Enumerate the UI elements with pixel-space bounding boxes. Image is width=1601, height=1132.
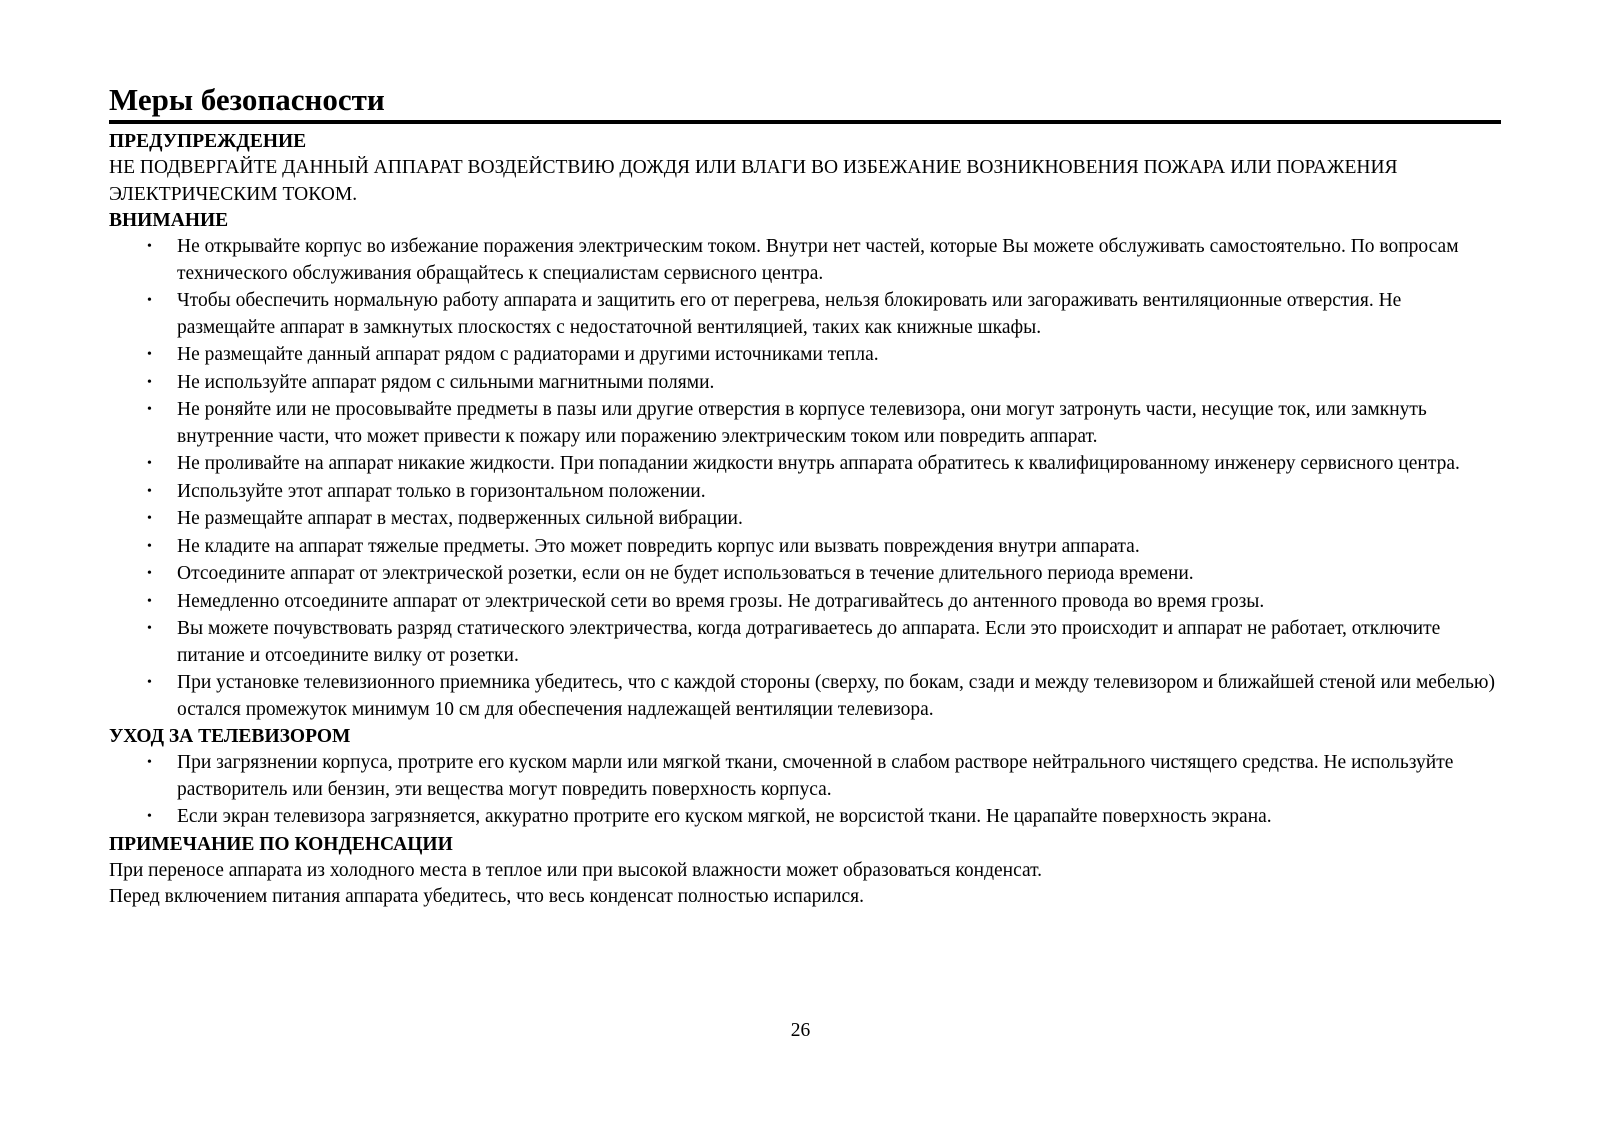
document-page (109, 82, 1501, 911)
bullet-icon: • (147, 593, 152, 609)
list-item (109, 670, 1501, 723)
care-list (109, 750, 1501, 831)
list-item-text: Не размещайте данный аппарат рядом с радиаторами и другими источниками тепла. (177, 344, 879, 365)
page-number: 26 (790, 1020, 811, 1041)
list-item (109, 479, 1501, 506)
list-item (109, 561, 1501, 588)
bullet-icon: • (147, 675, 152, 690)
bullet-icon: • (147, 538, 152, 554)
bullet-icon: • (147, 293, 152, 308)
list-item-text: Вы можете почувствовать разряд статического электричества, когда дотрагиваетесь до аппарата. Если это происходит и аппарат не работает, отключите питание и отсоедините вилку от розетки. (177, 618, 1441, 666)
list-item (109, 370, 1501, 397)
attention-list (109, 234, 1501, 723)
bullet-icon: • (147, 456, 152, 471)
bullet-icon: • (147, 755, 152, 770)
list-item-text: При загрязнении корпуса, протрите его куском марли или мягкой ткани, смоченной в слабом растворе нейтрального чистящего средства. Не используйте растворитель или бензин, эти вещества могут повредить поверхность корпуса. (177, 752, 1454, 800)
list-item (109, 534, 1501, 561)
list-item (109, 451, 1501, 478)
bullet-icon: • (147, 347, 152, 362)
bullet-icon: • (147, 483, 152, 499)
bullet-icon: • (147, 511, 152, 526)
list-item-text: Если экран телевизора загрязняется, аккуратно протрите его куском мягкой, не ворсистой ткани. Не царапайте поверхность экрана. (177, 806, 1272, 827)
warning-text: НЕ ПОДВЕРГАЙТЕ ДАННЫЙ АППАРАТ ВОЗДЕЙСТВИЮ ДОЖДЯ ИЛИ ВЛАГИ ВО ИЗБЕЖАНИЕ ВОЗНИКНОВЕНИЯ ПОЖАРА ИЛИ ПОРАЖЕНИЯ ЭЛЕКТРИЧЕСКИМ ТОКОМ. (109, 157, 1398, 205)
condensation-line-2: Перед включением питания аппарата убедитесь, что весь конденсат полностью испарился. (109, 886, 865, 907)
list-item-text: Отсоедините аппарат от электрической розетки, если он не будет использоваться в течение длительного периода времени. (177, 563, 1194, 584)
list-item (109, 589, 1501, 616)
bullet-icon: • (147, 374, 152, 390)
bullet-icon: • (147, 239, 152, 254)
list-item-text: Не размещайте аппарат в местах, подверженных сильной вибрации. (177, 508, 743, 529)
bullet-icon: • (147, 621, 152, 636)
bullet-icon: • (147, 809, 152, 824)
care-heading: УХОД ЗА ТЕЛЕВИЗОРОМ (109, 726, 351, 747)
list-item (109, 750, 1501, 803)
list-item-text: Используйте этот аппарат только в горизонтальном положении. (177, 480, 706, 502)
list-item (109, 616, 1501, 669)
list-item-text: Не кладите на аппарат тяжелые предметы. Это может повредить корпус или вызвать повреждения внутри аппарата. (177, 535, 1140, 557)
bullet-icon: • (147, 566, 152, 581)
list-item-text: Чтобы обеспечить нормальную работу аппарата и защитить его от перегрева, нельзя блокировать или загораживать вентиляционные отверстия. Не размещайте аппарат в замкнутых плоскостях с недостаточной вентиляцией, таких как книжные шкафы. (177, 290, 1402, 338)
condensation-heading: ПРИМЕЧАНИЕ ПО КОНДЕНСАЦИИ (109, 833, 453, 855)
page-title: Меры безопасности (109, 82, 1501, 124)
list-item (109, 397, 1501, 450)
list-item-text: Не открывайте корпус во избежание поражения электрическим током. Внутри нет частей, которые Вы можете обслуживать самостоятельно. По вопросам технического обслуживания обращайтесь к специалистам сервисного центра. (177, 236, 1459, 284)
list-item-text: При установке телевизионного приемника убедитесь, что с каждой стороны (сверху, по бокам, сзади и между телевизором и ближайшей стеной или мебелью) остался промежуток минимум 10 см для обеспечения надлежащей вентиляции телевизора. (177, 672, 1495, 720)
bullet-icon: • (147, 402, 152, 417)
list-item (109, 234, 1501, 287)
list-item-text: Не проливайте на аппарат никакие жидкости. При попадании жидкости внутрь аппарата обратитесь к квалифицированному инженеру сервисного центра. (177, 453, 1460, 474)
list-item (109, 288, 1501, 341)
list-item-text: Не роняйте или не просовывайте предметы в пазы или другие отверстия в корпусе телевизора, они могут затронуть части, несущие ток, или замкнуть внутренние части, что может привести к пожару или поражению электрическим током или повредить аппарат. (177, 399, 1427, 447)
condensation-line-1: При переносе аппарата из холодного места в теплое или при высокой влажности может образоваться конденсат. (109, 859, 1043, 881)
list-item (109, 804, 1501, 831)
list-item (109, 506, 1501, 533)
warning-heading: ПРЕДУПРЕЖДЕНИЕ (109, 131, 307, 152)
attention-heading: ВНИМАНИЕ (109, 210, 229, 231)
list-item-text: Немедленно отсоедините аппарат от электрической сети во время грозы. Не дотрагивайтесь до антенного провода во время грозы. (177, 590, 1265, 612)
list-item-text: Не используйте аппарат рядом с сильными магнитными полями. (177, 371, 715, 393)
list-item (109, 342, 1501, 369)
